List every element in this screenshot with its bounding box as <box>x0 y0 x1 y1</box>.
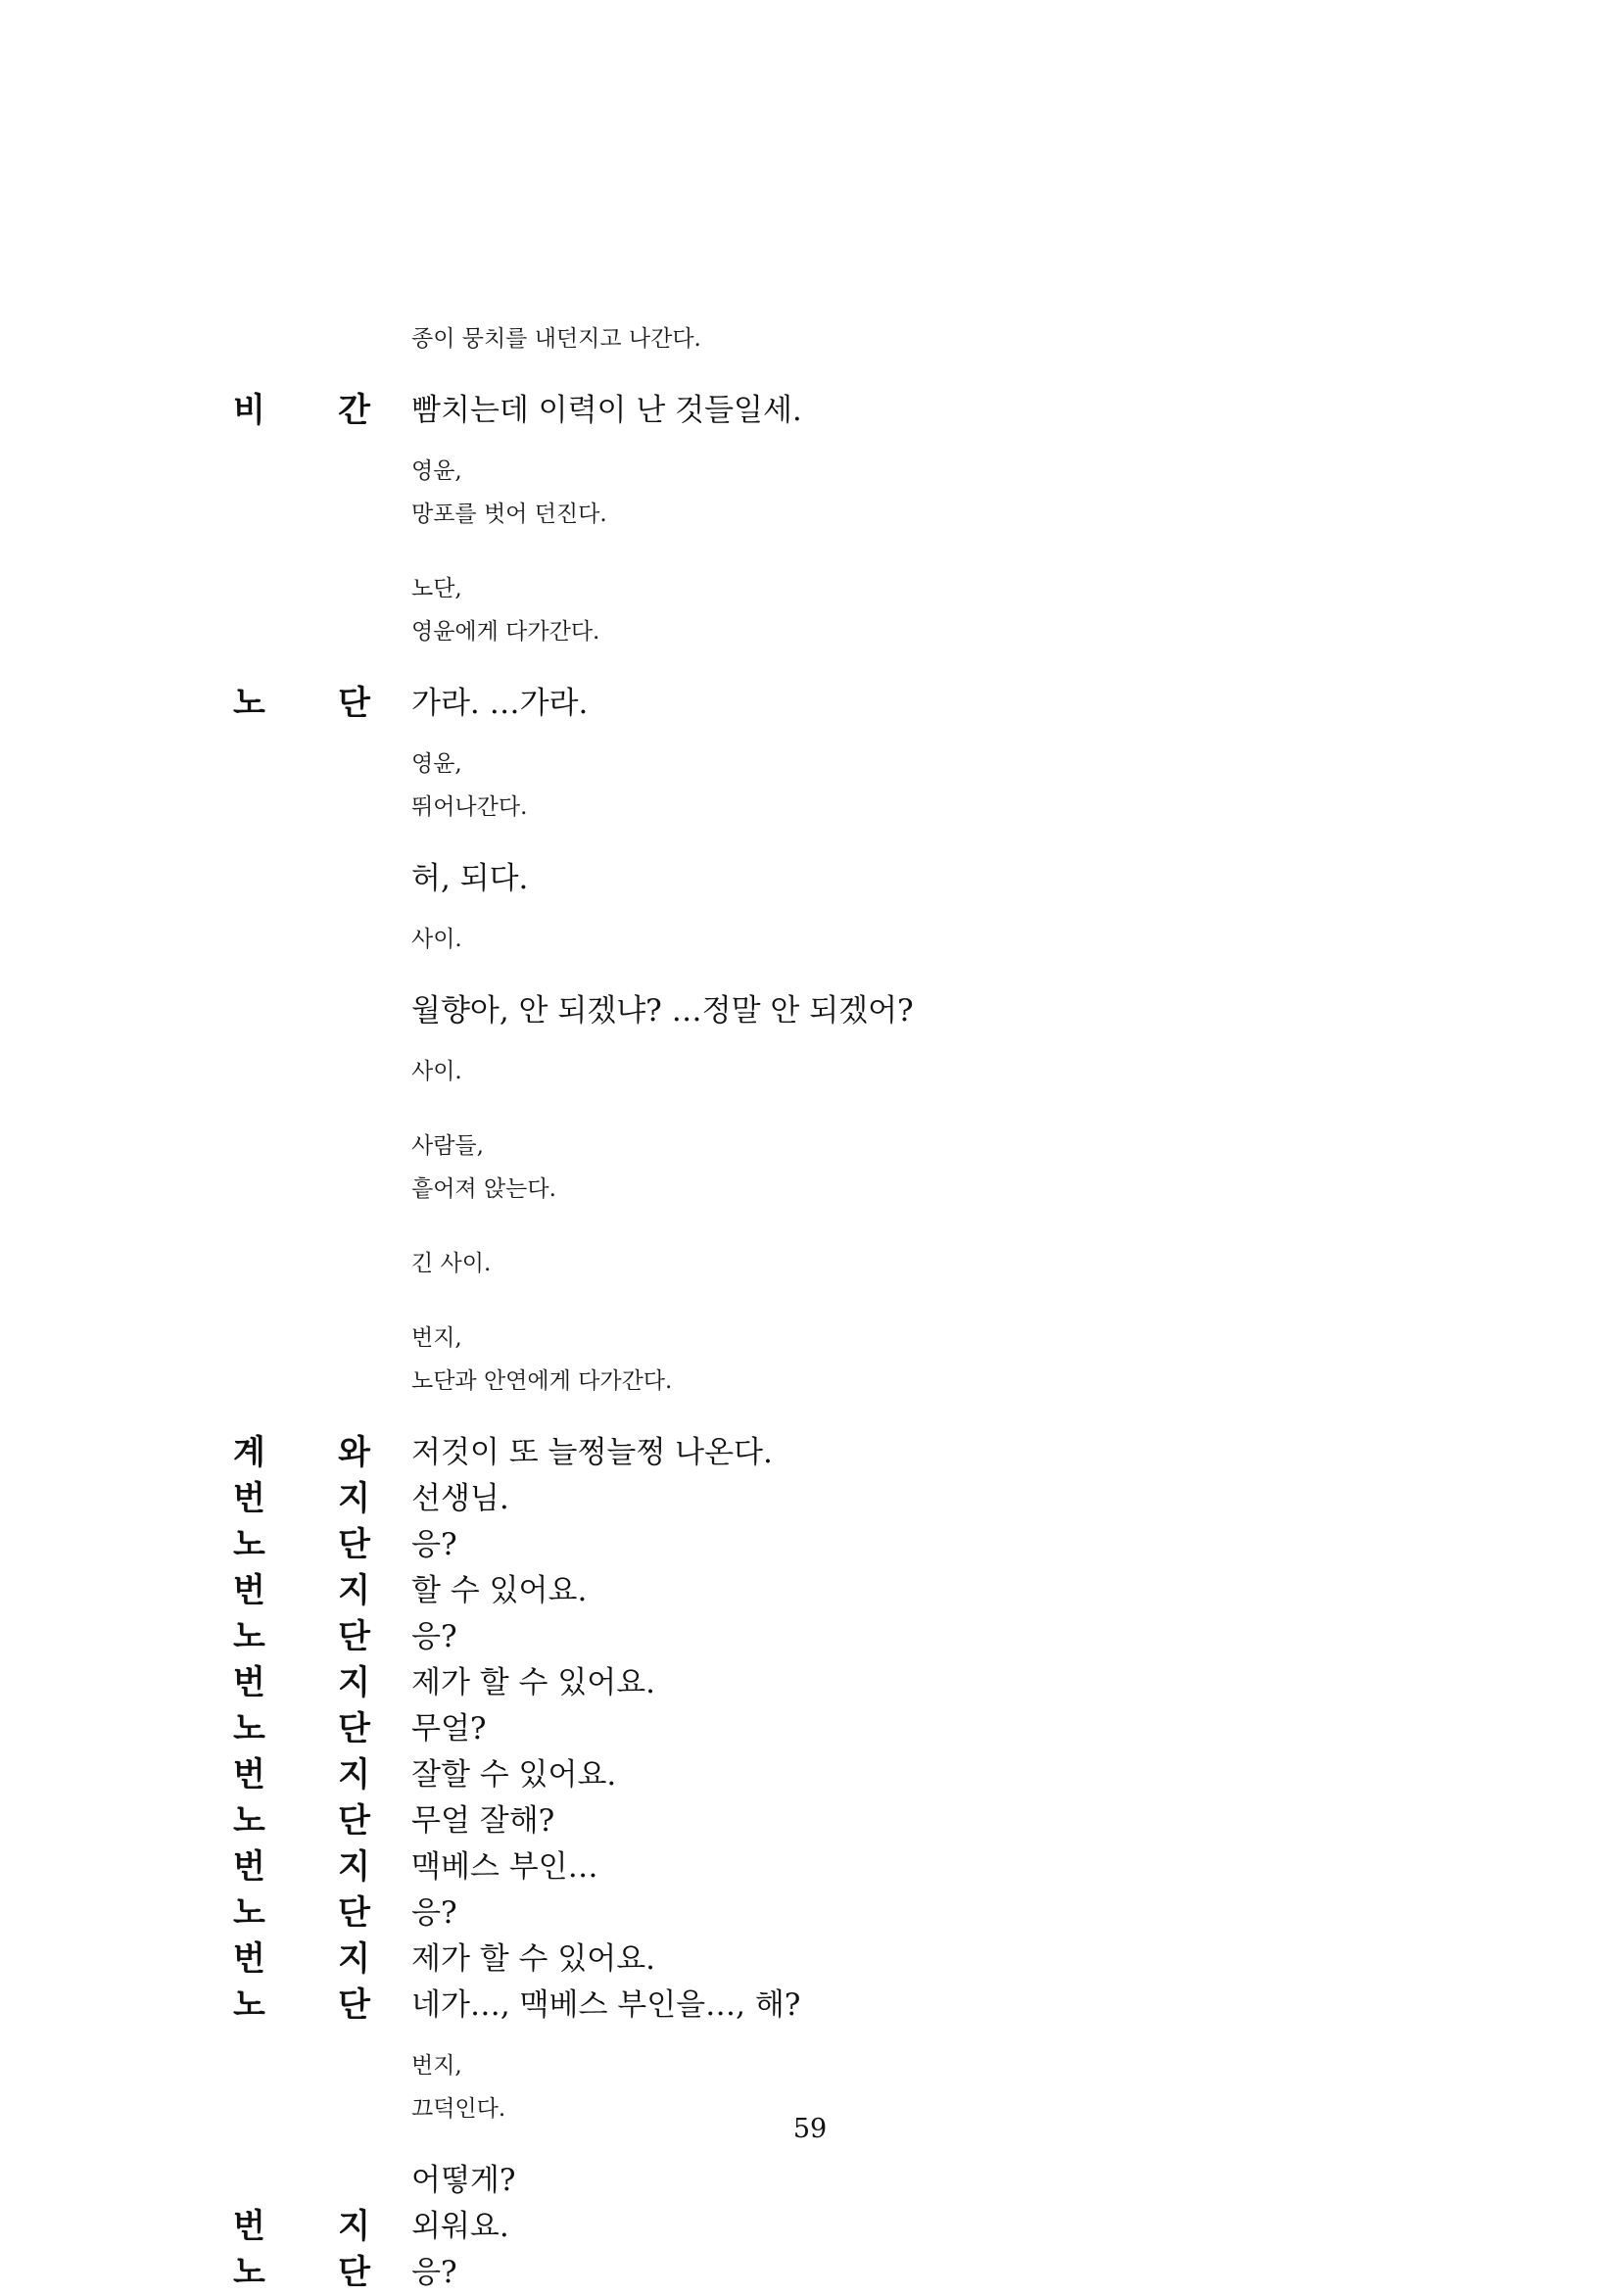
speech-text: 제가 할 수 있어요. <box>411 1665 656 1700</box>
stage-direction-line: 종이 뭉치를 내던지고 나간다. <box>411 326 701 352</box>
speaker-name: 노 단 <box>233 2253 370 2292</box>
dialogue-line <box>0 2158 1620 2204</box>
speaker-name: 노 단 <box>233 1893 370 1933</box>
stage-direction-line: 영윤, <box>411 751 462 777</box>
dialogue-line <box>0 1706 1620 1752</box>
speech-text: 저것이 또 늘쩡늘쩡 나온다. <box>411 1435 773 1470</box>
speaker-name: 비 간 <box>233 391 370 430</box>
speech-text: 응? <box>411 1619 457 1654</box>
speech-text: 맥베스 부인… <box>411 1849 598 1885</box>
stage-direction-line: 번지, <box>411 2053 462 2079</box>
speaker-name: 노 단 <box>233 684 370 723</box>
stage-direction <box>411 1109 1620 1226</box>
dialogue-line <box>0 1890 1620 1937</box>
stage-direction <box>411 434 1620 551</box>
stage-direction <box>411 902 1620 977</box>
speaker-name: 번 지 <box>233 1847 370 1887</box>
stage-direction-line: 사람들, <box>411 1133 484 1159</box>
speaker-name: 노 단 <box>233 1525 370 1564</box>
dialogue-line <box>0 1798 1620 1844</box>
speech-text: 응? <box>411 1895 457 1931</box>
dialogue-line <box>0 988 1620 1034</box>
speech-text: 월향아, 안 되겠냐? …정말 안 되겠어? <box>411 993 914 1028</box>
speech-text: 가라. …가라. <box>411 686 589 721</box>
speaker-name: 번 지 <box>233 1755 370 1794</box>
dialogue-line <box>0 388 1620 434</box>
stage-direction-line: 긴 사이. <box>411 1251 492 1276</box>
speech-text: 응? <box>411 2255 457 2290</box>
stage-direction-line: 망포를 벗어 던진다. <box>411 502 607 527</box>
stage-direction <box>411 1226 1620 1301</box>
speaker-name: 계 와 <box>233 1433 370 1472</box>
stage-direction <box>411 727 1620 844</box>
speech-text: 네가…, 맥베스 부인을…, 해? <box>411 1987 801 2023</box>
dialogue-line <box>0 1568 1620 1614</box>
stage-direction <box>411 1301 1620 1418</box>
stage-direction <box>411 1034 1620 1109</box>
speech-text: 어떻게? <box>411 2163 516 2198</box>
speaker-name: 노 단 <box>233 1985 370 2025</box>
speaker-name: 번 지 <box>233 1571 370 1610</box>
speech-text: 제가 할 수 있어요. <box>411 1941 656 1977</box>
dialogue-line <box>0 1937 1620 1983</box>
speech-text: 응? <box>411 1527 457 1562</box>
speaker-name: 번 지 <box>233 1939 370 1979</box>
dialogue-line <box>0 1660 1620 1706</box>
dialogue-line <box>0 1522 1620 1568</box>
speech-text: 할 수 있어요. <box>411 1573 588 1608</box>
dialogue-line <box>0 1844 1620 1890</box>
speaker-name: 노 단 <box>233 1801 370 1841</box>
speech-text: 빰치는데 이력이 난 것들일세. <box>411 393 802 428</box>
page-number: 59 <box>792 2114 828 2144</box>
stage-direction-line: 사이. <box>411 1059 462 1084</box>
speaker-name: 번 지 <box>233 1479 370 1518</box>
speech-text: 무얼 잘해? <box>411 1803 555 1839</box>
stage-direction-line: 영윤에게 다가간다. <box>411 619 600 645</box>
stage-direction-line: 영윤, <box>411 458 462 484</box>
dialogue-line <box>0 1614 1620 1660</box>
speech-text: 선생님. <box>411 1481 509 1516</box>
dialogue-line <box>0 1430 1620 1476</box>
speech-text: 무얼? <box>411 1711 487 1746</box>
stage-direction-line: 노단과 안연에게 다가간다. <box>411 1368 673 1394</box>
script-body <box>0 302 1620 2296</box>
dialogue-line <box>0 681 1620 727</box>
stage-direction-line: 번지, <box>411 1325 462 1351</box>
stage-direction-line: 노단, <box>411 576 462 601</box>
speech-text: 외워요. <box>411 2209 509 2244</box>
dialogue-line <box>0 1476 1620 1522</box>
speaker-name: 번 지 <box>233 1663 370 1702</box>
speaker-name: 노 단 <box>233 1617 370 1656</box>
stage-direction-line: 흩어져 앉는다. <box>411 1176 556 1202</box>
speech-text: 잘할 수 있어요. <box>411 1757 617 1793</box>
dialogue-line <box>0 1752 1620 1798</box>
dialogue-line <box>0 1983 1620 2029</box>
speaker-name: 노 단 <box>233 1709 370 1748</box>
dialogue-line <box>0 2250 1620 2296</box>
stage-direction <box>411 302 1620 376</box>
speaker-name: 번 지 <box>233 2207 370 2246</box>
stage-direction <box>411 551 1620 669</box>
dialogue-line <box>0 856 1620 902</box>
speech-text: 허, 되다. <box>411 861 529 896</box>
dialogue-line <box>0 2204 1620 2250</box>
stage-direction-line: 끄덕인다. <box>411 2096 506 2122</box>
stage-direction-line: 사이. <box>411 927 462 952</box>
stage-direction-line: 뛰어나간다. <box>411 794 528 820</box>
